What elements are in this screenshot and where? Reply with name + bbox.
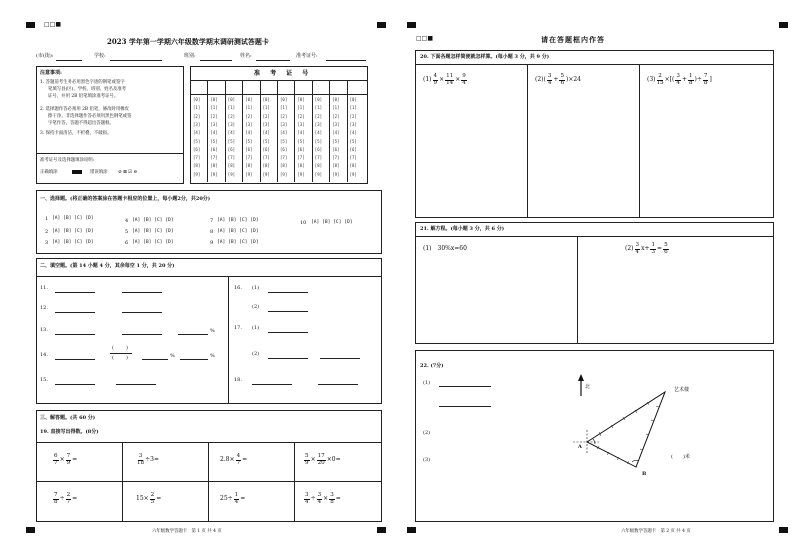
digit-bubble[interactable]: [3] [349, 121, 357, 127]
digit-bubble[interactable]: [0] [349, 97, 357, 102]
digit-bubble[interactable]: [1] [210, 105, 218, 111]
digit-bubble[interactable]: [4] [262, 130, 270, 136]
q19-title: 19. 直接写出得数。(8分) [40, 429, 99, 435]
answer-blank[interactable] [116, 384, 156, 385]
digit-bubble[interactable]: [1] [297, 105, 305, 111]
q22-item-1: (1) [423, 380, 431, 386]
digit-bubble[interactable]: [9] [210, 171, 218, 177]
digit-bubble[interactable]: [7] [332, 155, 340, 161]
digit-bubble[interactable]: [6] [332, 146, 340, 152]
q21-title: 21. 解方程。(每小题 3 分，共 6 分) [420, 226, 505, 232]
q21-eq-1: (1) 30%x=60 [423, 245, 467, 252]
answer-blank[interactable] [55, 334, 95, 335]
note-line: 字笔作答，答题不得超出答题框。 [48, 121, 114, 126]
digit-bubble[interactable]: [5] [245, 138, 253, 144]
item-16: 16. [234, 285, 242, 291]
answer-blank[interactable] [142, 359, 168, 360]
q21-eq-2: (2) $\frac{3}{4}$ x+ $\frac{1}{3}$ = $\frac{5}{6}$ [625, 242, 668, 255]
digit-bubble[interactable]: [1] [245, 105, 253, 111]
q22-item-2: (2) [423, 430, 431, 436]
digit-bubble[interactable]: [1] [193, 105, 201, 111]
digit-bubble[interactable]: [4] [210, 130, 218, 136]
note-line: 3. 保持卡面清洁，不折叠，不破损。 [40, 131, 112, 136]
digit-bubble[interactable]: [5] [262, 138, 270, 144]
digit-bubble[interactable]: [6] [297, 146, 305, 152]
digit-bubble[interactable]: [9] [245, 171, 253, 177]
paren: ( [112, 355, 114, 361]
q20-box [415, 50, 774, 218]
filled-mark-icon [72, 170, 82, 174]
digit-bubble[interactable]: [1] [314, 105, 323, 111]
digit-bubble[interactable]: [7] [262, 155, 270, 161]
answer-blank[interactable] [252, 384, 292, 385]
digit-bubble[interactable]: [9] [349, 171, 357, 177]
sub-label: (1) [252, 285, 260, 291]
grid-divider [329, 80, 330, 182]
answer-blank[interactable] [180, 359, 208, 360]
digit-bubble[interactable]: [2] [349, 113, 357, 119]
digit-bubble[interactable]: [9] [332, 171, 340, 177]
digit-bubble[interactable]: [0] [245, 97, 253, 102]
digit-bubble[interactable]: [6] [227, 146, 236, 152]
point-b-label: B [642, 471, 647, 477]
class-field[interactable] [200, 60, 232, 61]
section1-title: 一、选择题。(将正确的答案涂在答题卡相应的位置上，每小题2分，共20分) [40, 196, 211, 202]
fill-wrong-label: 错误填涂 [90, 170, 108, 175]
digit-bubble[interactable]: [8] [227, 163, 236, 169]
digit-bubble[interactable]: [1] [332, 105, 340, 111]
choice-bubbles[interactable]: [A] [B] [C] [D] [217, 218, 259, 223]
digit-bubble[interactable]: [8] [297, 163, 305, 169]
paren: ) [126, 355, 128, 361]
digit-bubble[interactable]: [3] [227, 121, 236, 127]
digit-bubble[interactable]: [3] [262, 121, 270, 127]
answer-blank[interactable] [439, 386, 491, 387]
choice-bubbles[interactable]: [A] [B] [C] [D] [132, 240, 174, 245]
q20-expr-2: (2) ( $\frac{3}{4}$ + $\frac{5}{6}$ )×24 [535, 73, 582, 86]
digit-bubble[interactable]: [2] [332, 113, 340, 119]
digit-bubble[interactable]: [2] [245, 113, 253, 119]
calc-r2c3: 25÷ $\frac{1}{4}$ = [220, 492, 246, 505]
digit-bubble[interactable]: [4] [349, 130, 357, 136]
digit-bubble[interactable]: [5] [314, 138, 323, 144]
fill-note: 准考证号及选择题填涂说明: [40, 158, 95, 163]
digit-bubble[interactable]: [6] [314, 146, 323, 152]
grid-divider [347, 80, 348, 182]
answer-sheet-page-2 [399, 0, 794, 555]
building-label: 艺术楼 [674, 387, 690, 393]
digit-bubble[interactable]: [7] [245, 155, 253, 161]
calc-r2c1: $\frac{7}{8}$ ÷ $\frac{2}{7}$ = [54, 492, 78, 505]
q20-title: 20. 下面各题怎样简便就怎样算。(每小题 3 分，共 9 分) [420, 54, 550, 60]
calc-r1c4: $\frac{5}{9}$ × $\frac{17}{20}$ ×0= [305, 453, 341, 466]
fill-correct-label: 正确填涂 [40, 170, 58, 175]
calc-r1c2: $\frac{3}{18}$ ÷3= [137, 453, 159, 466]
digit-bubble[interactable]: [3] [210, 121, 218, 127]
answer-blank[interactable] [178, 334, 208, 335]
q20-expr-1: (1) $\frac{4}{9}$ × $\frac{11}{14}$ × $\frac{9}{4}$ [423, 73, 466, 86]
note-line: 笔填写县(区)、学校、班别、姓名及准考 [48, 87, 127, 92]
digit-bubble[interactable]: [0] [332, 97, 340, 102]
school-field[interactable] [110, 60, 162, 61]
answer-blank[interactable] [268, 292, 308, 293]
digit-bubble[interactable]: [5] [210, 138, 218, 144]
exam-no-title: 准 考 证 号 [254, 70, 313, 77]
section2-title: 二、填空题。(第 14 小题 4 分，其余每空 1 分，共 20 分) [40, 263, 175, 269]
answer-blank[interactable] [318, 384, 358, 385]
name-field[interactable] [256, 60, 290, 61]
digit-bubble[interactable]: [9] [193, 171, 201, 177]
answer-blank[interactable] [55, 292, 95, 293]
digit-bubble[interactable]: [2] [227, 113, 236, 119]
header-marks: □□■ [44, 21, 62, 28]
q22-item-3: (3) [423, 457, 431, 463]
digit-bubble[interactable]: [1] [262, 105, 270, 111]
item-11: 11. [40, 285, 48, 291]
sub-label: (1) [252, 325, 260, 331]
q-number: 8 [210, 229, 214, 235]
header-marks: □□■ [416, 35, 434, 42]
school-label: 学校: [94, 53, 106, 59]
exam-no-field[interactable] [326, 60, 366, 61]
percent-sign: % [170, 353, 175, 359]
corner-mark-icon [377, 527, 386, 533]
exam-no-label: 准考证号: [296, 53, 318, 59]
grid-divider [312, 80, 313, 182]
digit-bubble[interactable]: [3] [245, 121, 253, 127]
digit-bubble[interactable]: [1] [227, 105, 236, 111]
digit-bubble[interactable]: [2] [262, 113, 270, 119]
corner-mark-icon [779, 527, 788, 533]
digit-bubble[interactable]: [4] [280, 130, 288, 136]
digit-bubble[interactable]: [0] [297, 97, 305, 102]
grid-divider [294, 80, 295, 182]
item-15: 15. [40, 377, 48, 383]
digit-bubble[interactable]: [7] [227, 155, 236, 161]
digit-bubble[interactable]: [3] [280, 121, 288, 127]
digit-bubble[interactable]: [5] [349, 138, 357, 144]
corner-mark-icon [26, 527, 35, 533]
scale-blank[interactable]: ( )米 [671, 454, 690, 460]
digit-bubble[interactable]: [1] [280, 105, 288, 111]
choice-bubbles[interactable]: [A] [B] [C] [D] [217, 229, 259, 234]
digit-bubble[interactable]: [4] [314, 130, 323, 136]
digit-bubble[interactable]: [6] [193, 146, 201, 152]
digit-bubble[interactable]: [9] [262, 171, 270, 177]
fraction-bar [110, 353, 132, 354]
digit-bubble[interactable]: [8] [280, 163, 288, 169]
answer-blank[interactable] [55, 384, 95, 385]
choice-bubbles[interactable]: [A] [B] [C] [D] [52, 216, 94, 221]
digit-bubble[interactable]: [7] [193, 155, 201, 161]
district-label: (市(街): [36, 53, 54, 59]
digit-bubble[interactable]: [0] [227, 97, 236, 102]
item-14: 14. [40, 352, 48, 358]
note-line: 2. 选择题作答必须用 2B 铅笔，修改时用橡皮 [40, 107, 130, 112]
q-number: 6 [125, 240, 129, 246]
corner-mark-icon [407, 527, 416, 533]
digit-bubble[interactable]: [3] [297, 121, 305, 127]
digit-bubble[interactable]: [2] [210, 113, 218, 119]
q21-box [415, 222, 774, 344]
q-number: 3 [45, 240, 49, 246]
sub-label: (2) [252, 304, 260, 310]
digit-bubble[interactable]: [7] [349, 155, 357, 161]
digit-bubble[interactable]: [0] [193, 97, 201, 102]
digit-bubble[interactable]: [7] [297, 155, 305, 161]
q-number: 4 [125, 218, 129, 224]
digit-bubble[interactable]: [6] [262, 146, 270, 152]
answer-blank[interactable] [122, 334, 162, 335]
paren: ) [126, 345, 128, 351]
digit-bubble[interactable]: [8] [332, 163, 340, 169]
answer-blank[interactable] [268, 332, 308, 333]
north-label: 北 [585, 384, 591, 390]
answer-blank[interactable] [55, 312, 95, 313]
grid-divider [207, 80, 208, 182]
answer-sheet-page-1 [0, 0, 395, 555]
grid-divider [277, 80, 278, 182]
percent-sign: % [210, 353, 215, 359]
digit-bubble[interactable]: [7] [210, 155, 218, 161]
calc-r2c2: 15× $\frac{2}{5}$ = [136, 492, 162, 505]
q-number: 7 [210, 218, 214, 224]
digit-bubble[interactable]: [0] [262, 97, 270, 102]
digit-bubble[interactable]: [8] [193, 163, 201, 169]
answer-blank[interactable] [122, 292, 162, 293]
answer-blank[interactable] [55, 359, 95, 360]
digit-bubble[interactable]: [6] [245, 146, 253, 152]
choice-bubbles[interactable]: [A] [B] [C] [D] [52, 240, 94, 245]
page-footer: 六年级数学答题卡 第 2 页 共 4 页 [621, 529, 691, 534]
choice-bubbles[interactable]: [A] [B] [C] [D] [217, 240, 259, 245]
digit-bubble[interactable]: [5] [332, 138, 340, 144]
digit-bubble[interactable]: [3] [332, 121, 340, 127]
digit-bubble[interactable]: [0] [314, 97, 323, 102]
digit-bubble[interactable]: [2] [297, 113, 305, 119]
digit-bubble[interactable]: [7] [314, 155, 323, 161]
corner-mark-icon [779, 22, 788, 28]
digit-bubble[interactable]: [8] [210, 163, 218, 169]
digit-bubble[interactable]: [4] [227, 130, 236, 136]
choice-bubbles[interactable]: [A] [B] [C] [D] [132, 229, 174, 234]
grid-divider [242, 80, 243, 182]
grid-divider [225, 80, 226, 182]
q-number: 5 [125, 229, 129, 235]
section-fill-box [36, 258, 382, 404]
digit-bubble[interactable]: [2] [193, 113, 201, 119]
calc-r1c1: $\frac{6}{7}$ × $\frac{7}{9}$ = [54, 453, 78, 466]
note-line: 1. 答题前考生务必用黑色字迹的钢笔或签字 [40, 80, 125, 85]
page-footer: 六年级数学答题卡 第 1 页 共 4 页 [152, 529, 222, 534]
paren: ( [112, 345, 114, 351]
choice-bubbles[interactable]: [A] [B] [C] [D] [311, 220, 353, 225]
choice-bubbles[interactable]: [A] [B] [C] [D] [132, 218, 174, 223]
corner-mark-icon [407, 22, 416, 28]
sheet-title: 2023 学年第一学期六年级数学期末调研测试答题卡 [107, 37, 269, 46]
answer-blank[interactable] [268, 358, 308, 359]
note-line: 擦干净。非选择题作答必须用黑色钢笔或签 [48, 114, 132, 119]
digit-bubble[interactable]: [8] [314, 163, 323, 169]
sub-label: (2) [252, 351, 260, 357]
digit-bubble[interactable]: [9] [227, 171, 236, 177]
item-13: 13. [40, 327, 48, 333]
digit-bubble[interactable]: [4] [193, 130, 201, 136]
choice-bubbles[interactable]: [A] [B] [C] [D] [52, 229, 94, 234]
digit-bubble[interactable]: [6] [349, 146, 357, 152]
digit-bubble[interactable]: [9] [297, 171, 305, 177]
q20-expr-3: (3) $\frac{2}{15}$ ×[( $\frac{3}{4}$ + $\frac{1}{8}$ )÷ $\frac{7}{8}$ ] [647, 73, 712, 86]
digit-bubble[interactable]: [4] [332, 130, 340, 136]
digit-bubble[interactable]: [6] [210, 146, 218, 152]
item-18: 18. [234, 377, 242, 383]
digit-bubble[interactable]: [9] [280, 171, 288, 177]
calc-r2c4: $\frac{3}{4}$ ÷ $\frac{3}{4}$ × $\frac{3}{8}$ = [305, 492, 341, 505]
digit-bubble[interactable]: [1] [349, 105, 357, 111]
section3-title: 三、解答题。(共 60 分) [40, 415, 96, 421]
q-number: 2 [45, 229, 49, 235]
digit-bubble[interactable]: [4] [297, 130, 305, 136]
banner: 请在答题框内作答 [541, 35, 605, 44]
digit-bubble[interactable]: [3] [314, 121, 323, 127]
digit-bubble[interactable]: [5] [297, 138, 305, 144]
q22-title: 22. (7分) [420, 363, 444, 369]
digit-bubble[interactable]: [0] [210, 97, 218, 102]
digit-bubble[interactable]: [8] [262, 163, 270, 169]
corner-mark-icon [377, 22, 386, 28]
note-line: 证号，并用 2B 铅笔填涂准考证号。 [48, 94, 119, 99]
corner-mark-icon [26, 22, 35, 28]
notes-title: 注意事项: [40, 70, 62, 76]
digit-bubble[interactable]: [6] [280, 146, 288, 152]
digit-bubble[interactable]: [5] [227, 138, 236, 144]
digit-bubble[interactable]: [8] [349, 163, 357, 169]
digit-bubble[interactable]: [7] [280, 155, 288, 161]
q-number: 10 [300, 220, 307, 226]
digit-bubble[interactable]: [8] [245, 163, 253, 169]
digit-bubble[interactable]: [4] [245, 130, 253, 136]
answer-blank[interactable] [320, 358, 360, 359]
triangle [587, 392, 665, 467]
digit-bubble[interactable]: [2] [280, 113, 288, 119]
grid-divider [260, 80, 261, 182]
q-number: 9 [210, 240, 214, 246]
item-12: 12. [40, 305, 48, 311]
digit-bubble[interactable]: [9] [314, 171, 323, 177]
name-label: 姓名: [240, 53, 252, 59]
answer-blank[interactable] [122, 312, 162, 313]
point-a-label: A [578, 444, 582, 450]
percent-sign: % [210, 328, 215, 334]
angle-arc [593, 439, 595, 444]
wrong-marks-icon: ⊘ ⊠ ☑ ⊖ [118, 170, 138, 175]
digit-bubble[interactable]: [2] [314, 113, 323, 119]
class-label: 班别: [184, 53, 196, 59]
tick-marks [597, 402, 659, 464]
answer-blank[interactable] [439, 406, 491, 407]
digit-bubble[interactable]: [3] [193, 121, 201, 127]
calc-r1c3: 2.8× $\frac{4}{7}$ = [220, 453, 248, 466]
north-arrow-icon [578, 374, 584, 381]
exam-number-bubbles[interactable] [190, 98, 368, 182]
digit-bubble[interactable]: [5] [193, 138, 201, 144]
item-17: 17. [234, 325, 242, 331]
q-number: 1 [45, 216, 49, 222]
answer-blank[interactable] [268, 311, 308, 312]
digit-bubble[interactable]: [5] [280, 138, 288, 144]
digit-bubble[interactable]: [0] [280, 97, 288, 102]
